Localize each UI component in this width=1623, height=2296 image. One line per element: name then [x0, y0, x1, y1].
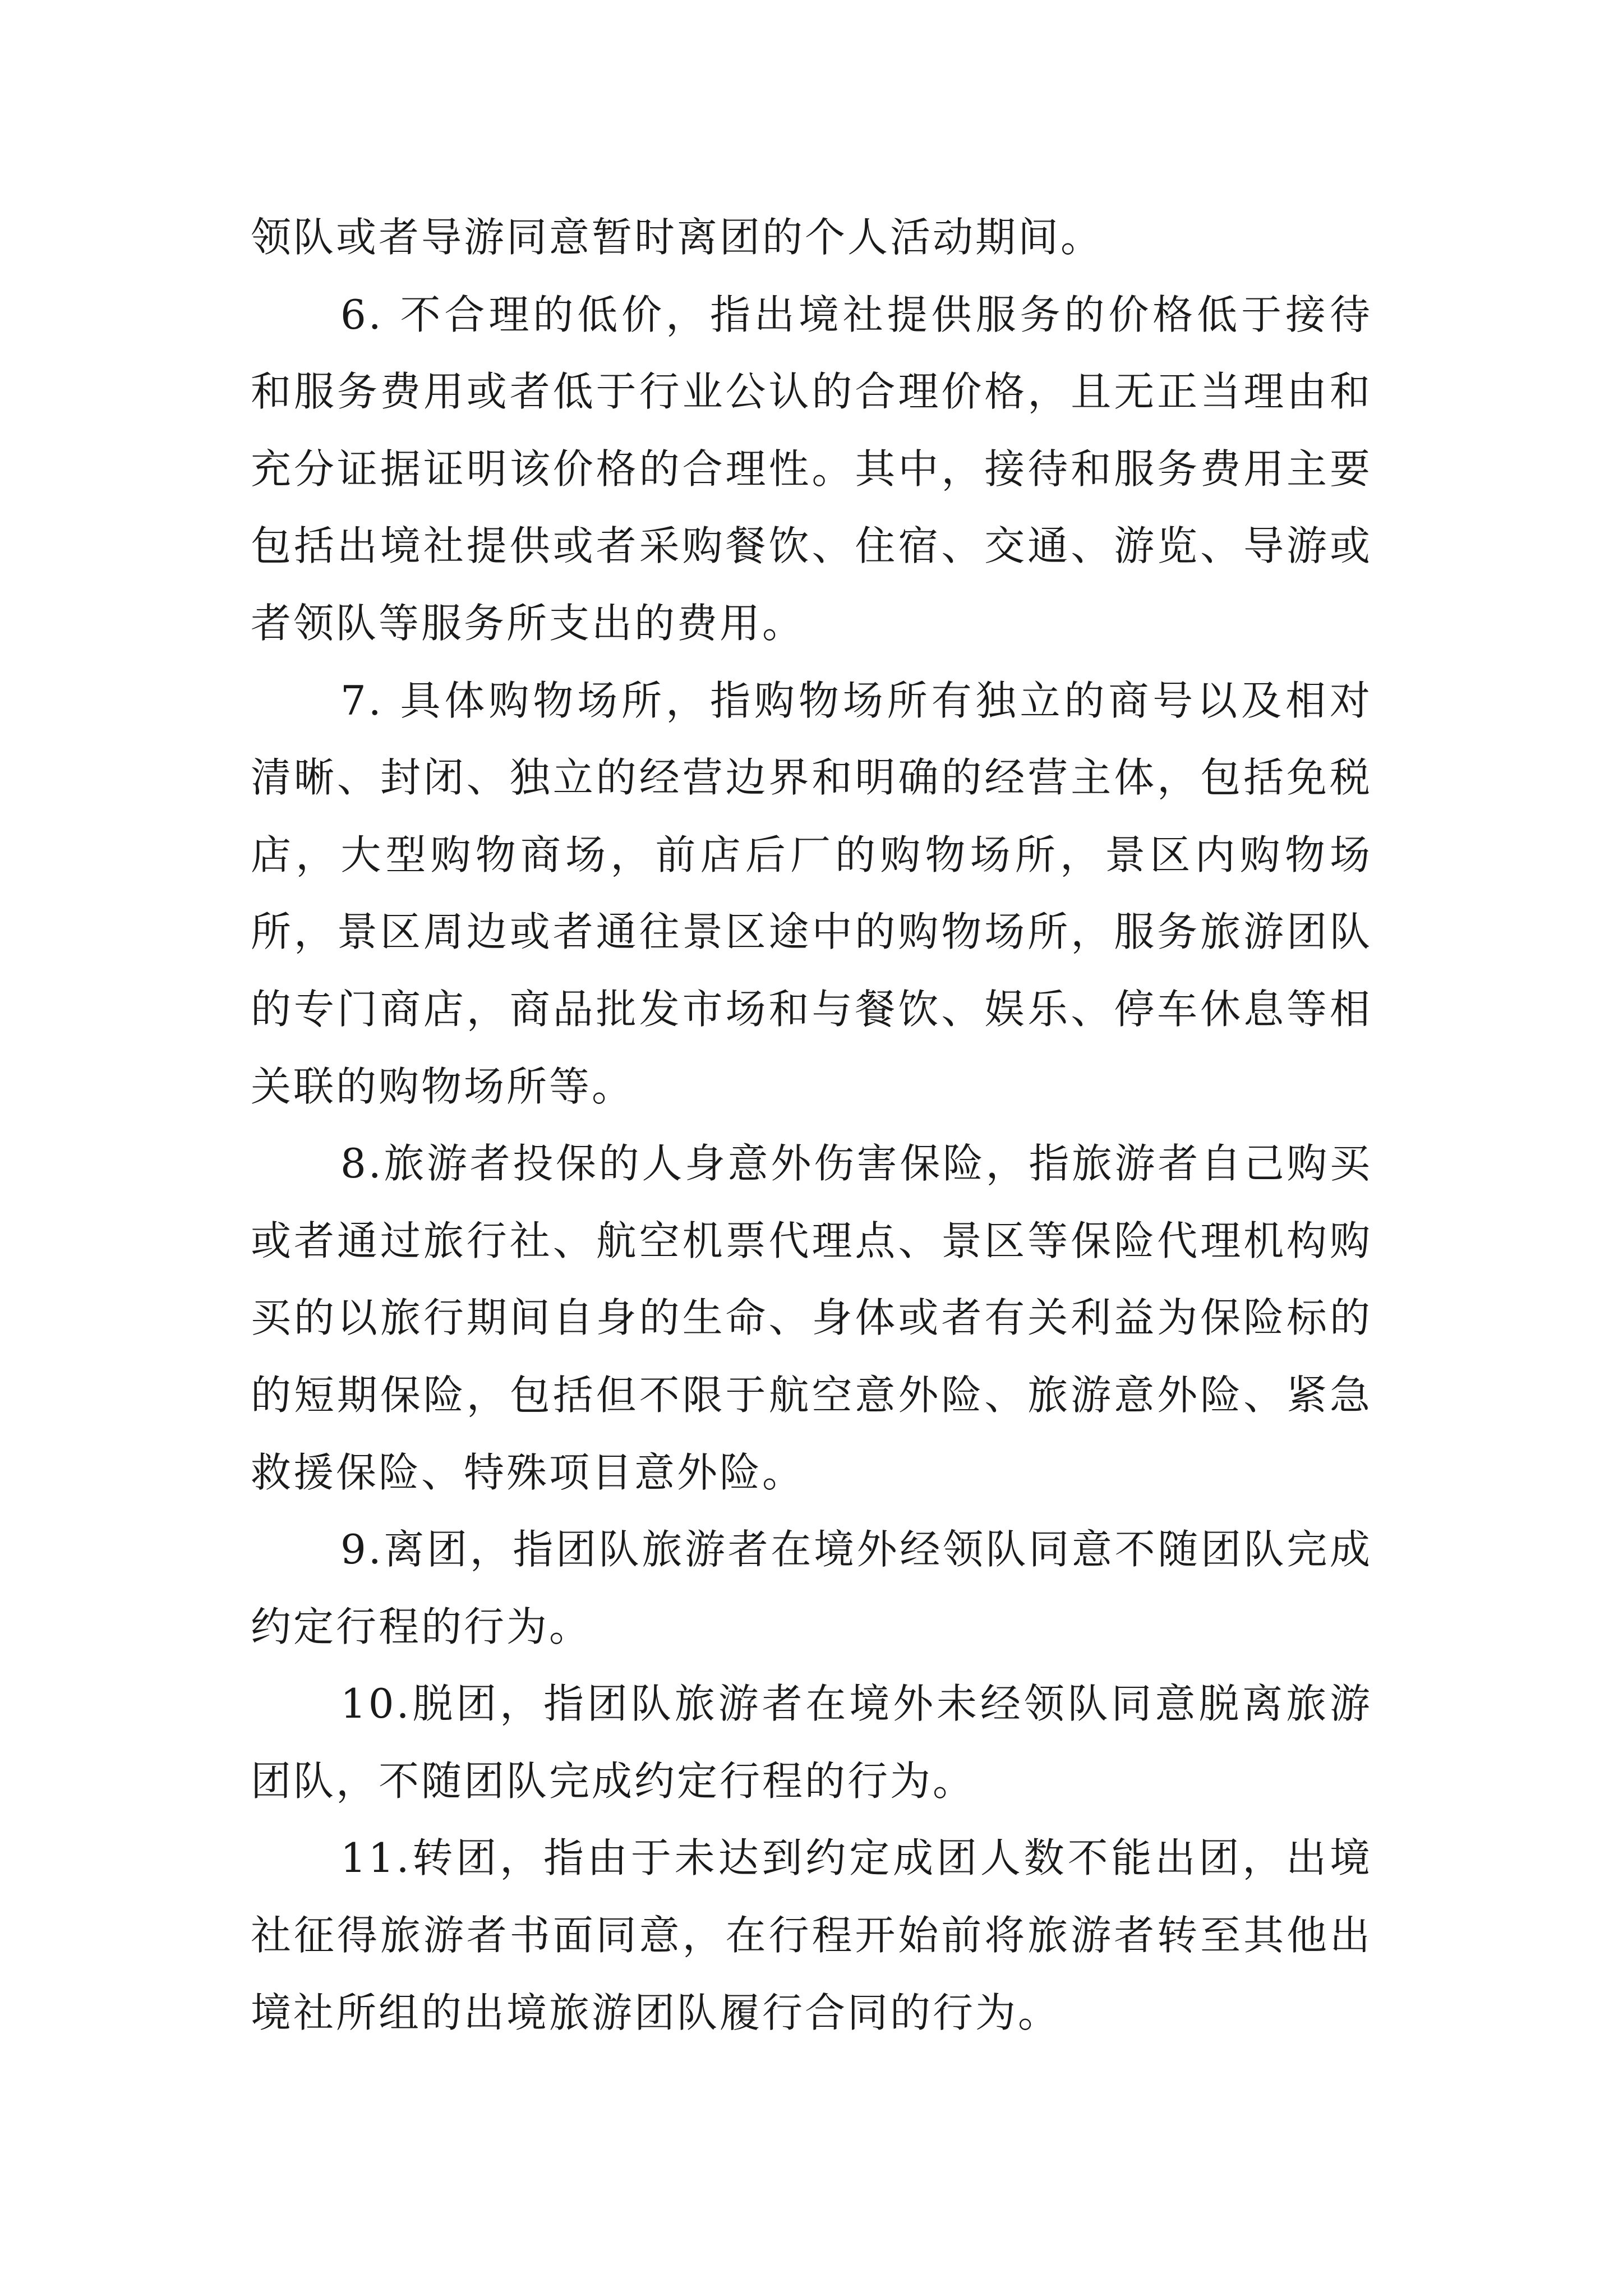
- paragraph-item-9: 9.离团，指团队旅游者在境外经领队同意不随团队完成约定行程的行为。: [251, 1526, 1372, 1650]
- paragraph-item-6: 6. 不合理的低价，指出境社提供服务的价格低于接待和服务费用或者低于行业公认的合理价格，且无正当理由和充分证据证明该价格的合理性。其中，接待和服务费用主要包括出境社提供或者采购餐饮、住宿、交通、游览、导游或者领队等服务所支出的费用。: [251, 291, 1372, 647]
- paragraph-item-10: 10.脱团，指团队旅游者在境外未经领队同意脱离旅游团队，不随团队完成约定行程的行为。: [251, 1680, 1372, 1805]
- paragraph-item-7: 7. 具体购物场所，指购物场所有独立的商号以及相对清晰、封闭、独立的经营边界和明确的经营主体，包括免税店，大型购物商场，前店后厂的购物场所，景区内购物场所，景区周边或者通往景区途中的购物场所，服务旅游团队的专门商店，商品批发市场和与餐饮、娱乐、停车休息等相关联的购物场所等。: [251, 677, 1372, 1110]
- paragraph-item-8: 8.旅游者投保的人身意外伤害保险，指旅游者自己购买或者通过旅行社、航空机票代理点、景区等保险代理机构购买的以旅行期间自身的生命、身体或者有关利益为保险标的的短期保险，包括但不限于航空意外险、旅游意外险、紧急救援保险、特殊项目意外险。: [251, 1140, 1372, 1496]
- paragraph-item-11: 11.转团，指由于未达到约定成团人数不能出团，出境社征得旅游者书面同意，在行程开始前将旅游者转至其他出境社所组的出境旅游团队履行合同的行为。: [251, 1834, 1372, 2036]
- paragraph-continuation: 领队或者导游同意暂时离团的个人活动期间。: [251, 214, 1104, 261]
- document-page: [251, 199, 1372, 2051]
